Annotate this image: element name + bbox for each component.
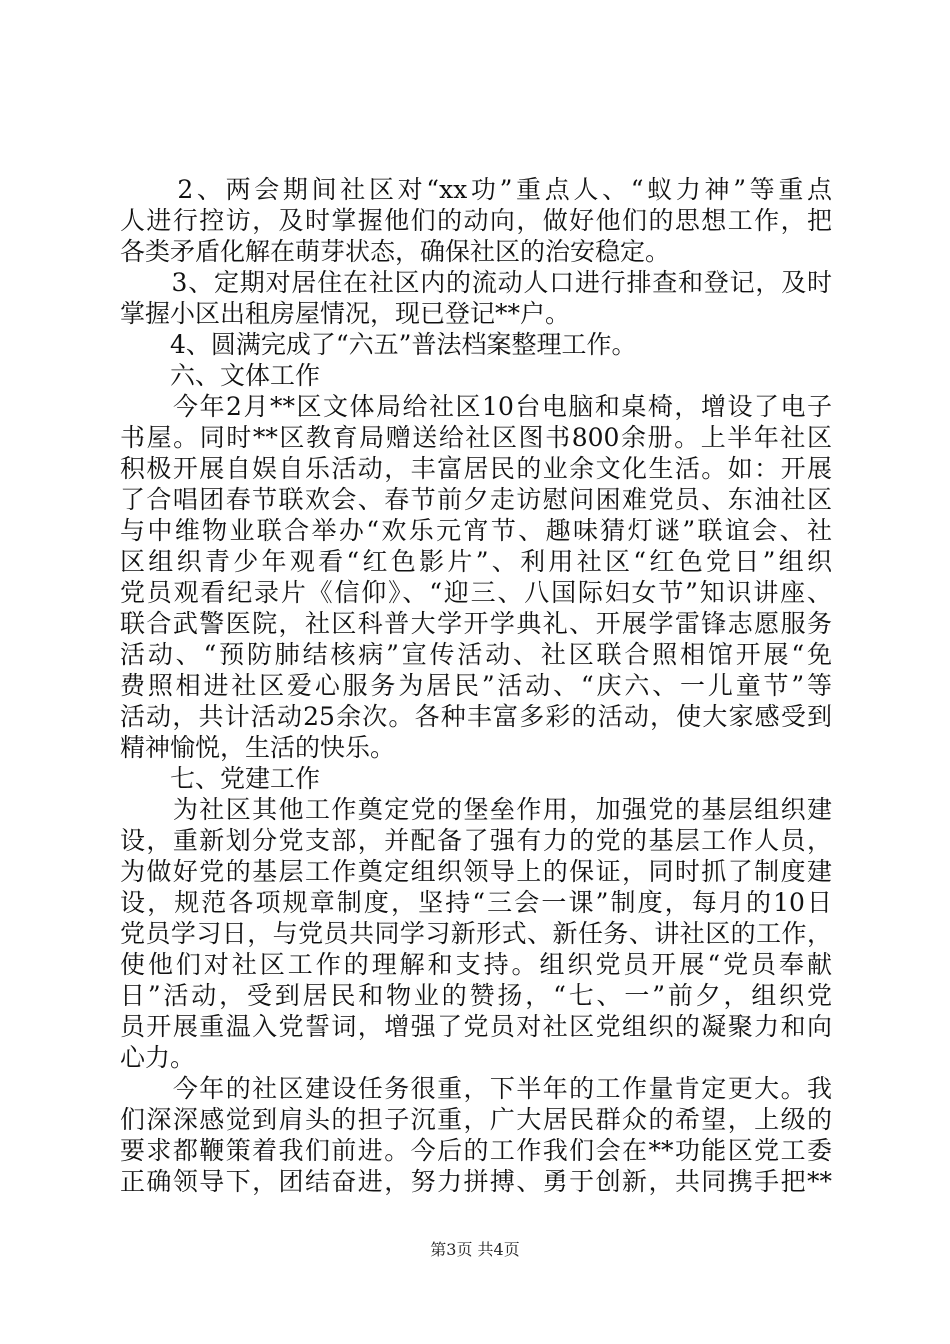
- text-line: 各类矛盾化解在萌芽状态，确保社区的治安稳定。: [120, 237, 671, 266]
- page-number-footer: 第3页 共4页: [430, 1240, 520, 1259]
- text-line: 精神愉悦，生活的快乐。: [120, 733, 396, 762]
- text-line: 费照相进社区爱心服务为居民”活动、“庆六、一儿童节”等: [120, 671, 832, 700]
- text-line: 设，重新划分党支部，并配备了强有力的党的基层工作人员，: [120, 826, 832, 855]
- text-line: 积极开展自娱自乐活动，丰富居民的业余文化生活。如：开展: [120, 454, 832, 483]
- text-line: 今年的社区建设任务很重，下半年的工作量肯定更大。我: [120, 1074, 832, 1103]
- text-line: 们深深感觉到肩头的担子沉重，广大居民群众的希望，上级的: [120, 1105, 832, 1134]
- text-line: 正确领导下，团结奋进，努力拼搏、勇于创新，共同携手把**: [120, 1167, 832, 1196]
- text-line: 区组织青少年观看“红色影片”、利用社区“红色党日”组织: [120, 547, 832, 576]
- text-line: 掌握小区出租房屋情况，现已登记**户。: [120, 299, 571, 328]
- text-line: 心力。: [120, 1043, 196, 1072]
- text-line: 活动，共计活动25余次。各种丰富多彩的活动，使大家感受到: [120, 702, 832, 731]
- text-line: 要求都鞭策着我们前进。今后的工作我们会在**功能区党工委: [120, 1136, 832, 1165]
- text-line: 2、两会期间社区对“xx功”重点人、“蚁力神”等重点: [120, 175, 832, 204]
- text-line: 今年2月**区文体局给社区10台电脑和桌椅，增设了电子: [120, 392, 832, 421]
- text-line: 设，规范各项规章制度，坚持“三会一课”制度，每月的10日: [120, 888, 832, 917]
- text-line: 员开展重温入党誓词，增强了党员对社区党组织的凝聚力和向: [120, 1012, 832, 1041]
- body-text: [120, 174, 832, 1197]
- text-line: 为社区其他工作奠定党的堡垒作用，加强党的基层组织建: [120, 795, 832, 824]
- text-line: 党员观看纪录片《信仰》、“迎三、八国际妇女节”知识讲座、: [120, 578, 832, 607]
- text-line: 4、圆满完成了“六五”普法档案整理工作。: [120, 330, 637, 359]
- text-line: 为做好党的基层工作奠定组织领导上的保证，同时抓了制度建: [120, 857, 832, 886]
- text-line: 日”活动，受到居民和物业的赞扬，“七、一”前夕，组织党: [120, 981, 832, 1010]
- text-line: 了合唱团春节联欢会、春节前夕走访慰问困难党员、东油社区: [120, 485, 832, 514]
- text-line: 活动、“预防肺结核病”宣传活动、社区联合照相馆开展“免: [120, 640, 832, 669]
- text-line: 与中维物业联合举办“欢乐元宵节、趣味猜灯谜”联谊会、社: [120, 516, 832, 545]
- text-line: 党员学习日，与党员共同学习新形式、新任务、讲社区的工作，: [120, 919, 832, 948]
- section-heading: 七、党建工作: [120, 764, 321, 793]
- text-line: 使他们对社区工作的理解和支持。组织党员开展“党员奉献: [120, 950, 832, 979]
- text-line: 书屋。同时**区教育局赠送给社区图书800余册。上半年社区: [120, 423, 832, 452]
- text-line: 人进行控访，及时掌握他们的动向，做好他们的思想工作，把: [120, 206, 832, 235]
- section-heading: 六、文体工作: [120, 361, 321, 390]
- text-line: 联合武警医院，社区科普大学开学典礼、开展学雷锋志愿服务: [120, 609, 832, 638]
- text-line: 3、定期对居住在社区内的流动人口进行排查和登记，及时: [120, 268, 832, 297]
